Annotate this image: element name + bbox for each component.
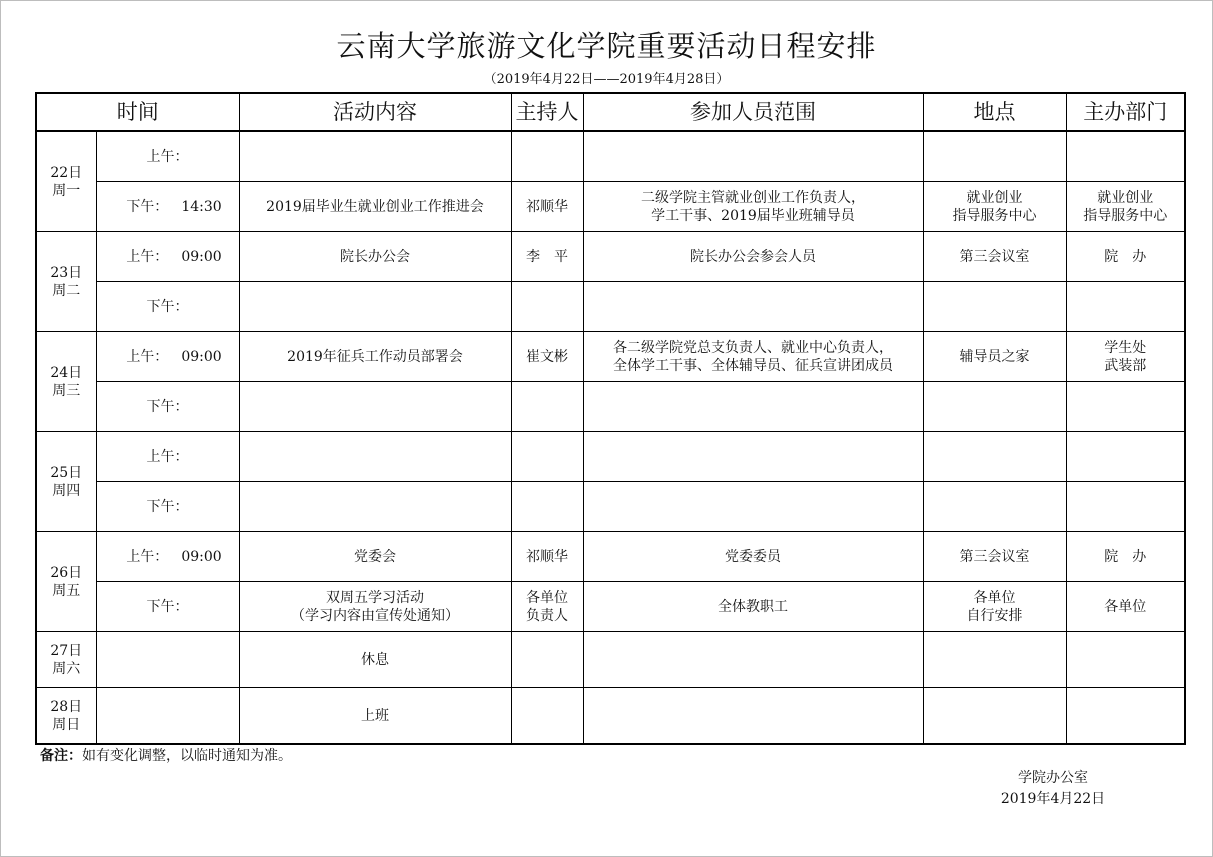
document-title: 云南大学旅游文化学院重要活动日程安排 bbox=[336, 29, 877, 63]
participants-cell bbox=[583, 282, 923, 332]
day-cell: 22日 周一 bbox=[36, 131, 96, 232]
organizer-cell: 院 办 bbox=[1066, 232, 1185, 282]
activity-cell bbox=[239, 282, 511, 332]
participants-cell: 各二级学院党总支负责人、就业中心负责人， 全体学工干事、全体辅导员、征兵宣讲团成员 bbox=[583, 332, 923, 382]
period-cell bbox=[96, 482, 239, 532]
organizer-cell bbox=[1066, 282, 1185, 332]
day-cell: 28日 周日 bbox=[36, 688, 96, 745]
remark bbox=[40, 745, 292, 765]
activity-cell bbox=[239, 131, 511, 182]
header-organizer: 主办部门 bbox=[1066, 93, 1185, 131]
organizer-cell bbox=[1066, 632, 1185, 688]
location-cell: 辅导员之家 bbox=[923, 332, 1066, 382]
table-row bbox=[36, 688, 1185, 745]
participants-cell: 二级学院主管就业创业工作负责人， 学工干事、2019届毕业班辅导员 bbox=[583, 182, 923, 232]
location-cell: 各单位 自行安排 bbox=[923, 582, 1066, 632]
location-cell: 就业创业 指导服务中心 bbox=[923, 182, 1066, 232]
table-row bbox=[36, 582, 1185, 632]
activity-cell: 双周五学习活动 （学习内容由宣传处通知） bbox=[239, 582, 511, 632]
participants-cell bbox=[583, 432, 923, 482]
participants-cell: 党委委员 bbox=[583, 532, 923, 582]
schedule-body bbox=[36, 131, 1185, 744]
header-participants: 参加人员范围 bbox=[583, 93, 923, 131]
table-row bbox=[36, 131, 1185, 182]
period-cell bbox=[96, 382, 239, 432]
participants-cell: 院长办公会参会人员 bbox=[583, 232, 923, 282]
organizer-cell bbox=[1066, 688, 1185, 745]
host-cell bbox=[511, 131, 583, 182]
table-row bbox=[36, 632, 1185, 688]
table-row bbox=[36, 332, 1185, 382]
day-cell: 24日 周三 bbox=[36, 332, 96, 432]
signature-office: 学院办公室 bbox=[1018, 770, 1088, 786]
participants-cell bbox=[583, 632, 923, 688]
period-label: 上午： bbox=[126, 348, 169, 365]
organizer-cell: 院 办 bbox=[1066, 532, 1185, 582]
participants-cell bbox=[583, 688, 923, 745]
location-cell bbox=[923, 632, 1066, 688]
period-cell bbox=[96, 532, 239, 582]
location-cell bbox=[923, 131, 1066, 182]
day-cell: 27日 周六 bbox=[36, 632, 96, 688]
header-location: 地点 bbox=[923, 93, 1066, 131]
organizer-cell bbox=[1066, 382, 1185, 432]
host-cell bbox=[511, 382, 583, 432]
period-label: 下午： bbox=[146, 598, 189, 615]
organizer-cell bbox=[1066, 432, 1185, 482]
activity-cell bbox=[239, 382, 511, 432]
activity-cell: 党委会 bbox=[239, 532, 511, 582]
period-time: 09:00 bbox=[181, 248, 222, 265]
period-cell bbox=[96, 131, 239, 182]
day-cell: 25日 周四 bbox=[36, 432, 96, 532]
host-cell: 崔文彬 bbox=[511, 332, 583, 382]
activity-cell: 2019年征兵工作动员部署会 bbox=[239, 332, 511, 382]
activity-cell: 院长办公会 bbox=[239, 232, 511, 282]
table-row bbox=[36, 282, 1185, 332]
host-cell bbox=[511, 482, 583, 532]
date-range-subtitle: （2019年4月22日——2019年4月28日） bbox=[483, 72, 730, 87]
period-time: 09:00 bbox=[181, 348, 222, 365]
period-cell bbox=[96, 582, 239, 632]
period-label: 上午： bbox=[126, 248, 169, 265]
location-cell bbox=[923, 688, 1066, 745]
host-cell bbox=[511, 282, 583, 332]
table-row bbox=[36, 182, 1185, 232]
participants-cell bbox=[583, 382, 923, 432]
host-cell: 各单位 负责人 bbox=[511, 582, 583, 632]
period-cell bbox=[96, 432, 239, 482]
activity-cell: 休息 bbox=[239, 632, 511, 688]
host-cell: 李 平 bbox=[511, 232, 583, 282]
period-cell bbox=[96, 182, 239, 232]
day-cell: 23日 周二 bbox=[36, 232, 96, 332]
header-activity: 活动内容 bbox=[239, 93, 511, 131]
period-time: 09:00 bbox=[181, 548, 222, 565]
location-cell: 第三会议室 bbox=[923, 232, 1066, 282]
location-cell bbox=[923, 432, 1066, 482]
table-row bbox=[36, 382, 1185, 432]
period-label: 上午： bbox=[126, 548, 169, 565]
period-label: 下午： bbox=[126, 198, 169, 215]
host-cell: 祁顺华 bbox=[511, 532, 583, 582]
participants-cell: 全体教职工 bbox=[583, 582, 923, 632]
table-row bbox=[36, 432, 1185, 482]
table-row bbox=[36, 482, 1185, 532]
organizer-cell: 各单位 bbox=[1066, 582, 1185, 632]
period-cell bbox=[96, 332, 239, 382]
period-time: 14:30 bbox=[181, 198, 222, 215]
period-cell bbox=[96, 282, 239, 332]
period-label: 下午： bbox=[146, 498, 189, 515]
period-cell bbox=[96, 688, 239, 745]
location-cell bbox=[923, 482, 1066, 532]
participants-cell bbox=[583, 131, 923, 182]
signature-block bbox=[968, 768, 1138, 810]
period-cell bbox=[96, 232, 239, 282]
table-row bbox=[36, 532, 1185, 582]
header-row bbox=[36, 93, 1185, 131]
host-cell bbox=[511, 688, 583, 745]
period-label: 下午： bbox=[146, 298, 189, 315]
participants-cell bbox=[583, 482, 923, 532]
activity-cell bbox=[239, 432, 511, 482]
activity-cell: 上班 bbox=[239, 688, 511, 745]
host-cell bbox=[511, 432, 583, 482]
table-row bbox=[36, 232, 1185, 282]
location-cell bbox=[923, 382, 1066, 432]
organizer-cell bbox=[1066, 482, 1185, 532]
period-label: 上午： bbox=[146, 148, 189, 165]
location-cell: 第三会议室 bbox=[923, 532, 1066, 582]
host-cell: 祁顺华 bbox=[511, 182, 583, 232]
period-cell bbox=[96, 632, 239, 688]
organizer-cell bbox=[1066, 131, 1185, 182]
header-time: 时间 bbox=[36, 93, 239, 131]
host-cell bbox=[511, 632, 583, 688]
day-cell: 26日 周五 bbox=[36, 532, 96, 632]
organizer-cell: 学生处 武装部 bbox=[1066, 332, 1185, 382]
organizer-cell: 就业创业 指导服务中心 bbox=[1066, 182, 1185, 232]
schedule-table bbox=[35, 92, 1186, 745]
period-label: 下午： bbox=[146, 398, 189, 415]
signature-date: 2019年4月22日 bbox=[1000, 791, 1106, 807]
activity-cell bbox=[239, 482, 511, 532]
remark-label: 备注： bbox=[40, 748, 82, 764]
location-cell bbox=[923, 282, 1066, 332]
activity-cell: 2019届毕业生就业创业工作推进会 bbox=[239, 182, 511, 232]
remark-text: 如有变化调整，以临时通知为准。 bbox=[82, 748, 292, 764]
period-label: 上午： bbox=[146, 448, 189, 465]
header-host: 主持人 bbox=[511, 93, 583, 131]
